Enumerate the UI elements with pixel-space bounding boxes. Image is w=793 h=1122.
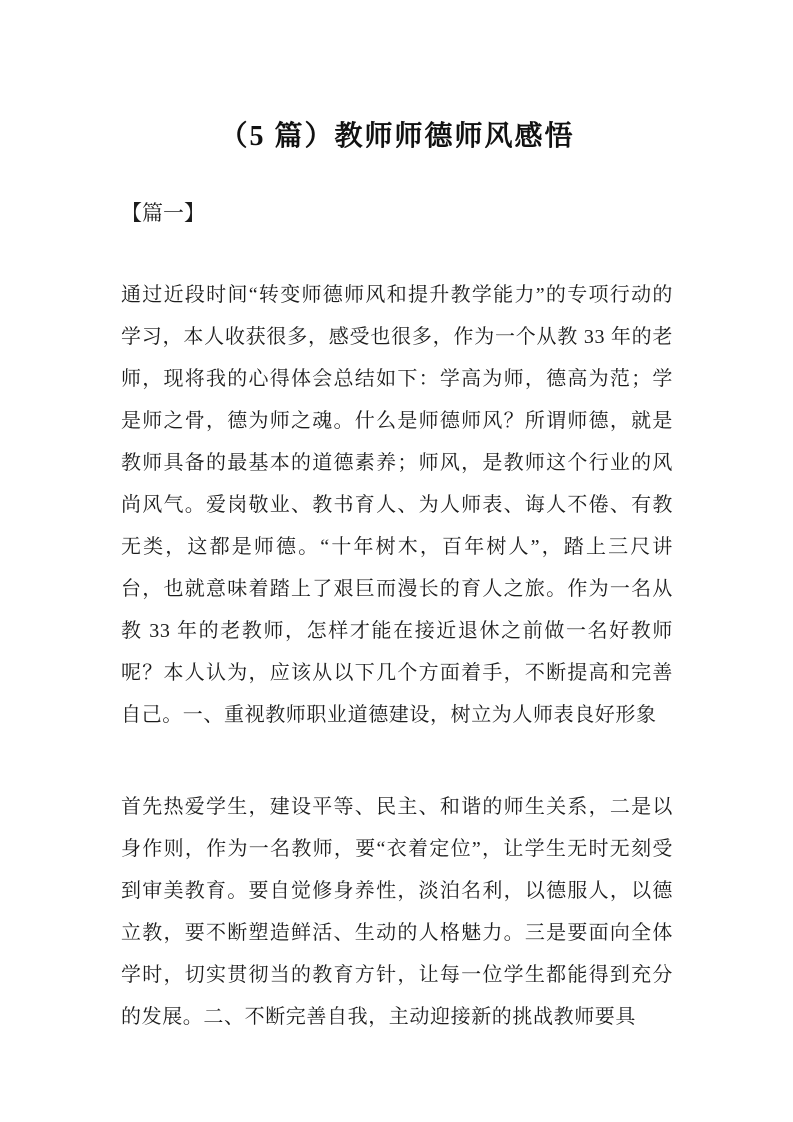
document-title: （5 篇）教师师德师风感悟 <box>219 121 575 152</box>
section-heading: 【篇一】 <box>121 201 205 225</box>
paragraph-1: 通过近段时间“转变师德师风和提升教学能力”的专项行动的学习，本人收获很多，感受也很多，作为一个从教 33 年的老师，现将我的心得体会总结如下：学高为师，德高为范；学是师之骨，德为师之魂。什么是师德师风？所谓师德，就是教师具备的最基本的道德素养；师风，是教师这个行业的风尚风气。爱岗敬业、教书育人、为人师表、诲人不倦、有教无类，这都是师德。“十年树木，百年树人”，踏上三尺讲台，也就意味着踏上了艰巨而漫长的育人之旅。作为一名从教 33 年的老教师，怎样才能在接近退休之前做一名好教师呢？本人认为，应该从以下几个方面着手，不断提高和完善自己。一、重视教师职业道德建设，树立为人师表良好形象 <box>121 284 673 726</box>
paragraph-2: 首先热爱学生，建设平等、民主、和谐的师生关系，二是以身作则，作为一名教师，要“衣着定位”，让学生无时无刻受到审美教育。要自觉修身养性，淡泊名利，以德服人，以德立教，要不断塑造鲜活、生动的人格魅力。三是要面向全体学时，切实贯彻当的教育方针，让每一位学生都能得到充分的发展。二、不断完善自我，主动迎接新的挑战教师要具 <box>121 796 673 1028</box>
